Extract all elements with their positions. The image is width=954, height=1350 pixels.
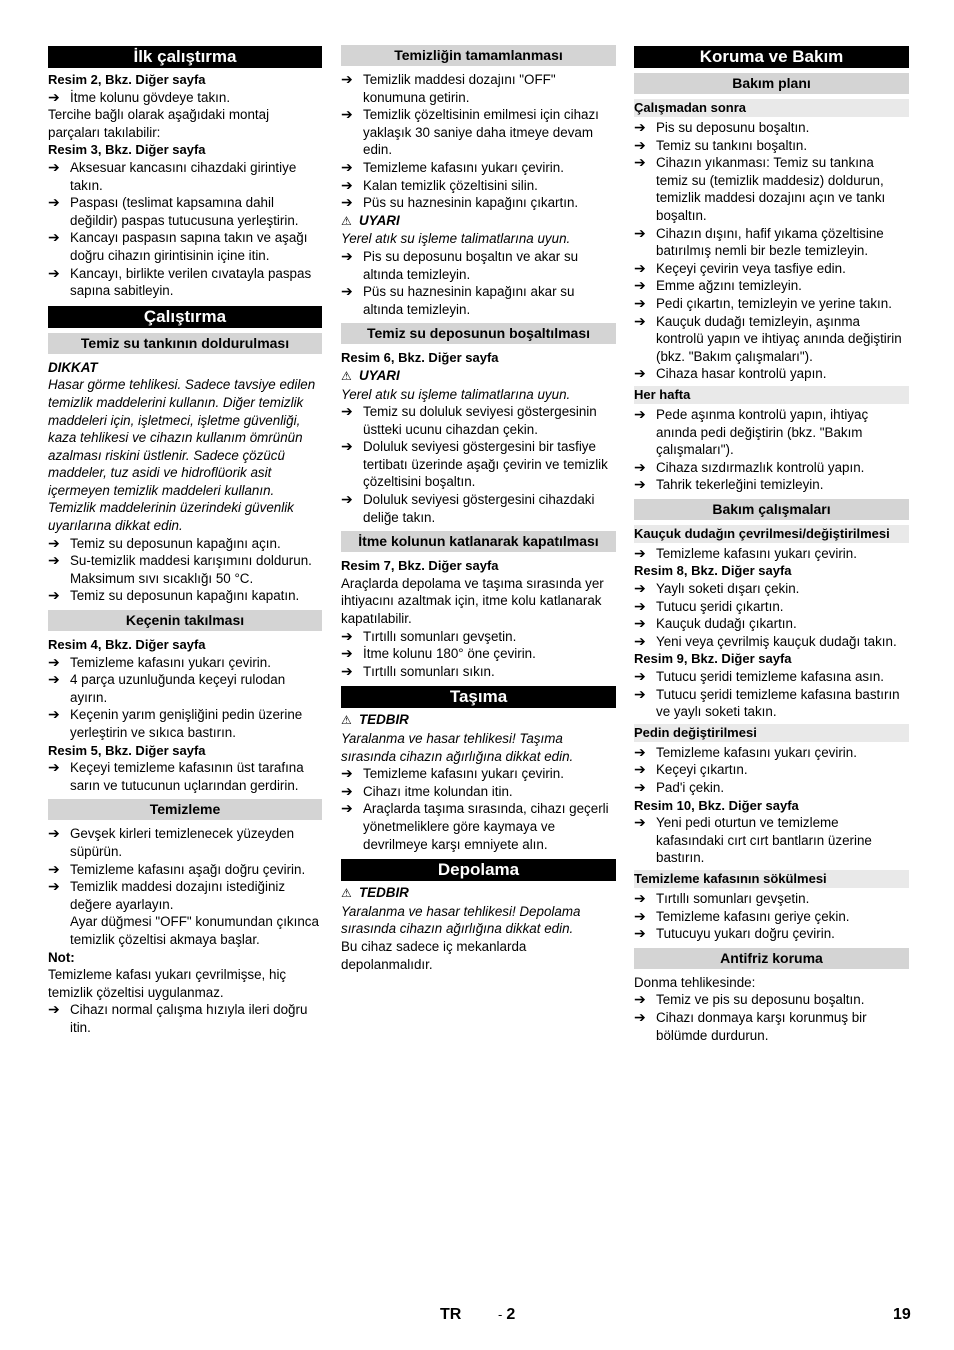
precaution-text: Yaralanma ve hasar tehlikesi! Depolama sırasında cihazın ağırlığına dikkat edin.: [341, 903, 581, 937]
arrow-icon: ➔: [634, 632, 646, 649]
arrow-icon: ➔: [48, 264, 60, 281]
caution-text: Hasar görme tehlikesi. Sadece tavsiye edilen temizlik maddelerini kullanın. Diğer temizlik maddeleri için, işletmeci, işletme güvenliği, kaza tehlikesi ve cihazın kullanım ömrünün azalması riskini üstlenir. Sadece çözücü maddeler, tuz asidi ve hidroflüorik asit içermeyen temizlik maddeleri kullanın. Temizlik maddelerinin üzerindeki güvenlik uyarılarına dikkat edin.: [48, 377, 316, 534]
paragraph: Bu cihaz sadece iç mekanlarda depolanmalıdır.: [341, 938, 527, 972]
arrow-icon: ➔: [634, 259, 646, 276]
bullet-item: ➔ Pis su deposunu boşaltın.: [634, 119, 810, 135]
arrow-icon: ➔: [634, 224, 646, 241]
bullet-item: ➔ Temizlik maddesi dozajını "OFF" konumuna getirin.: [341, 71, 556, 105]
section-heading-ilk-calistirma: İlk çalıştırma: [48, 46, 322, 68]
figure-reference: Resim 7, Bkz. Diğer sayfa: [341, 558, 499, 574]
bullet-item: ➔ Cihaza sızdırmazlık kontrolü yapın.: [634, 458, 865, 475]
bullet-item: ➔ Keçeyi çıkartın.: [634, 761, 748, 778]
bullet-item: ➔ Tutucu şeridi temizleme kafasına bastırın ve yaylı soketi takın.: [634, 685, 900, 720]
arrow-icon: ➔: [341, 765, 353, 782]
bullet-item: ➔ Kancayı paspasın sapına takın ve aşağı doğru cihazın girintisinin içine itin.: [48, 229, 308, 263]
subsection-heading: İtme kolunun katlanarak kapatılması: [341, 531, 616, 552]
bullet-item: ➔ Paspası (teslimat kapsamına dahil değildir) paspas tutucusuna yerleştirin.: [48, 194, 299, 228]
arrow-icon: ➔: [48, 860, 60, 877]
bullet-item: ➔ İtme kolunu 180° öne çevirin.: [341, 645, 536, 662]
bullet-item: ➔ Temizlik maddesi dozajını istediğiniz değere ayarlayın.: [48, 878, 286, 912]
bullet-item: ➔ Cihaza hasar kontrolü yapın.: [634, 365, 827, 382]
arrow-icon: ➔: [634, 907, 646, 924]
arrow-icon: ➔: [634, 925, 646, 942]
arrow-icon: ➔: [634, 743, 646, 760]
warning-text: Yerel atık su işleme talimatlarına uyun.: [341, 231, 571, 247]
arrow-icon: ➔: [634, 597, 646, 614]
paragraph: Tercihe bağlı olarak aşağıdaki montaj parçaları takılabilir:: [48, 107, 270, 140]
warning-triangle-icon: ⚠: [341, 713, 352, 728]
section-heading-koruma-bakim: Koruma ve Bakım: [634, 46, 909, 68]
bullet-item: ➔ Temiz su doluluk seviyesi göstergesinin üstteki ucunu cihazdan çekin.: [341, 403, 597, 437]
bullet-item: ➔ Pedi çıkartın, temizleyin ve yerine takın.: [634, 294, 892, 311]
subsection-heading: Temiz su deposunun boşaltılması: [341, 323, 616, 344]
precaution-text: Yaralanma ve hasar tehlikesi! Taşıma sırasında cihazın ağırlığına dikkat edin.: [341, 731, 574, 764]
bullet-item: ➔ Temiz su deposunun kapağını açın.: [48, 534, 281, 551]
bullet-item: ➔ Yaylı soketi dışarı çekin.: [634, 580, 800, 597]
bullet-item: ➔ 4 parça uzunluğunda keçeyi rulodan ayırın.: [48, 671, 286, 705]
paragraph: Donma tehlikesinde:: [634, 974, 756, 990]
bullet-item: ➔ Keçenin yarım genişliğini pedin üzerine yerleştirin ve sıkıca bastırın.: [48, 706, 303, 740]
bullet-item: ➔ Kancayı, birlikte verilen cıvatayla paspas sapına sabitleyin.: [48, 264, 312, 299]
arrow-icon: ➔: [634, 685, 646, 702]
section-heading-calistirma: Çalıştırma: [48, 306, 322, 328]
arrow-icon: ➔: [634, 476, 646, 493]
minor-heading: Çalışmadan sonra: [634, 99, 909, 117]
bullet-item: ➔ Su-temizlik maddesi karışımını doldurun. Maksimum sıvı sıcaklığı 50 °C.: [48, 552, 312, 586]
arrow-icon: ➔: [634, 277, 646, 294]
bullet-item: ➔ Tutucuyu yukarı doğru çevirin.: [634, 925, 835, 942]
arrow-icon: ➔: [634, 668, 646, 685]
bullet-item: ➔ Doluluk seviyesi göstergesini cihazdaki deliğe takın.: [341, 491, 595, 525]
arrow-icon: ➔: [634, 136, 646, 153]
bullet-item: ➔ Tutucu şeridi temizleme kafasına asın.: [634, 668, 884, 685]
bullet-item: ➔ Temizleme kafasını geriye çekin.: [634, 907, 850, 924]
arrow-icon: ➔: [341, 438, 353, 455]
bullet-item: ➔ Cihazı donmaya karşı korunmuş bir bölümde durdurun.: [634, 1008, 867, 1043]
warning-triangle-icon: ⚠: [341, 213, 352, 228]
bullet-item: ➔ Keçeyi temizleme kafasının üst tarafına sarın ve tutucunun uçlarından gerdirin.: [48, 759, 304, 793]
arrow-icon: ➔: [341, 176, 353, 193]
subsection-heading: Temizliğin tamamlanması: [341, 45, 616, 66]
arrow-icon: ➔: [634, 365, 646, 382]
figure-reference: Resim 3, Bkz. Diğer sayfa: [48, 142, 206, 158]
subsection-heading: Keçenin takılması: [48, 610, 322, 631]
bullet-item: ➔ Temizleme kafasını yukarı çevirin.: [634, 544, 857, 561]
precaution-label: ⚠ TEDBIR: [341, 711, 616, 730]
arrow-icon: ➔: [341, 627, 353, 644]
arrow-icon: ➔: [341, 491, 353, 508]
bullet-item: ➔ Temizleme kafasını aşağı doğru çevirin.: [48, 860, 306, 877]
arrow-icon: ➔: [341, 800, 353, 817]
bullet-item: ➔ Püs su haznesinin kapağını akar su altında temizleyin.: [341, 283, 575, 317]
bullet-item: ➔ Tırtıllı somunları gevşetin.: [634, 889, 810, 906]
bullet-item: ➔ İtme kolunu gövdeye takın.: [48, 88, 231, 105]
minor-heading: Kauçuk dudağın çevrilmesi/değiştirilmesi: [634, 525, 909, 543]
figure-reference: Resim 6, Bkz. Diğer sayfa: [341, 350, 499, 366]
arrow-icon: ➔: [634, 294, 646, 311]
bullet-item: ➔ Tahrik tekerleğini temizleyin.: [634, 476, 824, 493]
arrow-icon: ➔: [341, 283, 353, 300]
subsection-heading: Bakım planı: [634, 73, 909, 94]
page-footer: [0, 1306, 954, 1328]
bullet-item: ➔ Temizleme kafasını yukarı çevirin.: [48, 653, 271, 670]
column-3: [634, 45, 909, 1044]
arrow-icon: ➔: [48, 229, 60, 246]
arrow-icon: ➔: [48, 878, 60, 895]
arrow-icon: ➔: [341, 403, 353, 420]
minor-heading: Her hafta: [634, 386, 909, 404]
bullet-item: ➔ Yeni veya çevrilmiş kauçuk dudağı takın.: [634, 632, 897, 649]
arrow-icon: ➔: [634, 761, 646, 778]
column-1: [48, 45, 322, 1037]
bullet-item: ➔ Gevşek kirleri temizlenecek yüzeyden süpürün.: [48, 825, 295, 859]
subsection-heading: Temiz su tankının doldurulması: [48, 333, 322, 354]
subsection-heading: Temizleme: [48, 799, 322, 820]
figure-reference: Resim 9, Bkz. Diğer sayfa: [634, 651, 792, 667]
arrow-icon: ➔: [634, 779, 646, 795]
bullet-item: ➔ Pad'i çekin.: [634, 779, 725, 795]
bullet-item: ➔ Temizleme kafasını yukarı çevirin.: [341, 158, 564, 175]
arrow-icon: ➔: [634, 405, 646, 422]
column-2: [341, 45, 616, 973]
bullet-item: ➔ Kalan temizlik çözeltisini silin.: [341, 176, 538, 193]
bullet-item: ➔ Pis su deposunu boşaltın ve akar su altında temizleyin.: [341, 247, 579, 282]
arrow-icon: ➔: [48, 825, 60, 842]
section-heading-tasima: Taşıma: [341, 686, 616, 708]
arrow-icon: ➔: [48, 158, 60, 175]
figure-reference: Resim 8, Bkz. Diğer sayfa: [634, 563, 792, 579]
bullet-item: ➔ Temizlik çözeltisinin emilmesi için cihazı yaklaşık 30 saniye daha itmeye devam edin.: [341, 106, 599, 158]
arrow-icon: ➔: [48, 671, 60, 688]
bullet-item: ➔ Kauçuk dudağı temizleyin, aşınma kontrolü yapın ve ihtiyaç anında değiştirin (bkz. "Bakım çalışmaları").: [634, 312, 902, 364]
arrow-icon: ➔: [341, 194, 353, 211]
arrow-icon: ➔: [634, 580, 646, 597]
minor-heading: Pedin değiştirilmesi: [634, 724, 909, 742]
bullet-item: ➔ Keçeyi çevirin veya tasfiye edin.: [634, 259, 846, 276]
bullet-item: ➔ Aksesuar kancasını cihazdaki girintiye takın.: [48, 158, 297, 193]
arrow-icon: ➔: [634, 615, 646, 632]
caution-label: DIKKAT: [48, 359, 98, 375]
arrow-icon: ➔: [341, 71, 353, 87]
arrow-icon: ➔: [48, 587, 60, 604]
subsection-heading: Antifriz koruma: [634, 948, 909, 969]
arrow-icon: ➔: [48, 194, 60, 211]
bullet-item: ➔ Tutucu şeridi çıkartın.: [634, 597, 784, 614]
arrow-icon: ➔: [634, 991, 646, 1008]
figure-reference: Resim 2, Bkz. Diğer sayfa: [48, 72, 206, 87]
figure-reference: Resim 4, Bkz. Diğer sayfa: [48, 637, 206, 653]
arrow-icon: ➔: [341, 782, 353, 799]
arrow-icon: ➔: [634, 814, 646, 831]
figure-reference: Resim 5, Bkz. Diğer sayfa: [48, 742, 206, 758]
section-heading-depolama: Depolama: [341, 859, 616, 881]
warning-label: ⚠ UYARI: [341, 212, 616, 231]
arrow-icon: ➔: [48, 552, 60, 569]
bullet-item: ➔ Temizleme kafasını yukarı çevirin.: [341, 765, 564, 782]
arrow-icon: ➔: [634, 154, 646, 171]
minor-heading: Temizleme kafasının sökülmesi: [634, 870, 909, 888]
page-number: 19: [893, 1306, 911, 1323]
arrow-icon: ➔: [48, 653, 60, 670]
paragraph: Ayar düğmesi "OFF" konumundan çıkınca temizlik çözeltisi akmaya başlar.: [70, 914, 319, 947]
warning-triangle-icon: ⚠: [341, 368, 352, 383]
bullet-item: ➔ Temiz su deposunun kapağını kapatın.: [48, 587, 300, 604]
arrow-icon: ➔: [634, 119, 646, 135]
arrow-icon: ➔: [48, 759, 60, 776]
bullet-item: ➔ Emme ağzını temizleyin.: [634, 277, 802, 294]
arrow-icon: ➔: [48, 534, 60, 551]
bullet-item: ➔ Temiz ve pis su deposunu boşaltın.: [634, 991, 865, 1008]
section-page: - 2: [498, 1306, 516, 1323]
arrow-icon: ➔: [48, 88, 60, 105]
arrow-icon: ➔: [634, 889, 646, 906]
subsection-heading: Bakım çalışmaları: [634, 499, 909, 520]
bullet-item: ➔ Kauçuk dudağı çıkartın.: [634, 615, 797, 632]
arrow-icon: ➔: [341, 645, 353, 662]
arrow-icon: ➔: [341, 158, 353, 175]
bullet-item: ➔ Temiz su tankını boşaltın.: [634, 136, 808, 153]
bullet-item: ➔ Temizleme kafasını yukarı çevirin.: [634, 743, 857, 760]
bullet-item: ➔ Yeni pedi oturtun ve temizleme kafasındaki cırt cırt bantların üzerine bastırın.: [634, 814, 872, 866]
arrow-icon: ➔: [634, 1008, 646, 1025]
paragraph: Araçlarda depolama ve taşıma sırasında yer ihtiyacını azaltmak için, itme kolu katlanarak kapatılabilir.: [341, 575, 604, 627]
warning-text: Yerel atık su işleme talimatlarına uyun.: [341, 386, 571, 402]
arrow-icon: ➔: [634, 544, 646, 561]
figure-reference: Resim 10, Bkz. Diğer sayfa: [634, 797, 799, 813]
arrow-icon: ➔: [634, 312, 646, 329]
bullet-item: ➔ Doluluk seviyesi göstergesini bir tasfiye tertibatı üzerinde aşağı çevirin ve temizlik çözeltisini boşaltın.: [341, 438, 608, 490]
arrow-icon: ➔: [341, 106, 353, 123]
arrow-icon: ➔: [634, 458, 646, 475]
arrow-icon: ➔: [341, 662, 353, 679]
bullet-item: ➔ Püs su haznesinin kapağını çıkartın.: [341, 194, 579, 211]
bullet-item: ➔ Cihazı itme kolundan itin.: [341, 782, 513, 799]
bullet-item: ➔ Araçlarda taşıma sırasında, cihazı geçerli yönetmeliklere göre kaymaya ve devrilmeye karşı emniyete alın.: [341, 800, 609, 852]
arrow-icon: ➔: [341, 247, 353, 264]
warning-label: ⚠ UYARI: [341, 367, 616, 386]
warning-triangle-icon: ⚠: [341, 886, 352, 901]
bullet-item: ➔ Cihazın yıkanması: Temiz su tankına temiz su (temizlik maddesiz) doldurun, temizlik maddesi dozajını açın ve tankı boşaltın.: [634, 154, 886, 223]
precaution-label: ⚠ TEDBIR: [341, 884, 616, 903]
bullet-item: ➔ Cihazın dışını, hafif yıkama çözeltisine batırılmış nemli bir bezle temizleyin.: [634, 224, 884, 259]
paragraph: Temizleme kafası yukarı çevrilmişse, hiç temizlik çözeltisi uygulanmaz.: [48, 967, 287, 1000]
bullet-item: ➔ Tırtıllı somunları sıkın.: [341, 662, 495, 679]
bullet-item: ➔ Cihazı normal çalışma hızıyla ileri doğru itin.: [48, 1001, 308, 1035]
arrow-icon: ➔: [48, 1001, 60, 1018]
language-code: TR: [440, 1306, 462, 1323]
arrow-icon: ➔: [48, 706, 60, 723]
note-label: Not:: [48, 949, 75, 965]
bullet-item: ➔ Tırtıllı somunları gevşetin.: [341, 627, 517, 644]
bullet-item: ➔ Pede aşınma kontrolü yapın, ihtiyaç anında pedi değiştirin (bkz. "Bakım çalışmaları").: [634, 405, 869, 458]
